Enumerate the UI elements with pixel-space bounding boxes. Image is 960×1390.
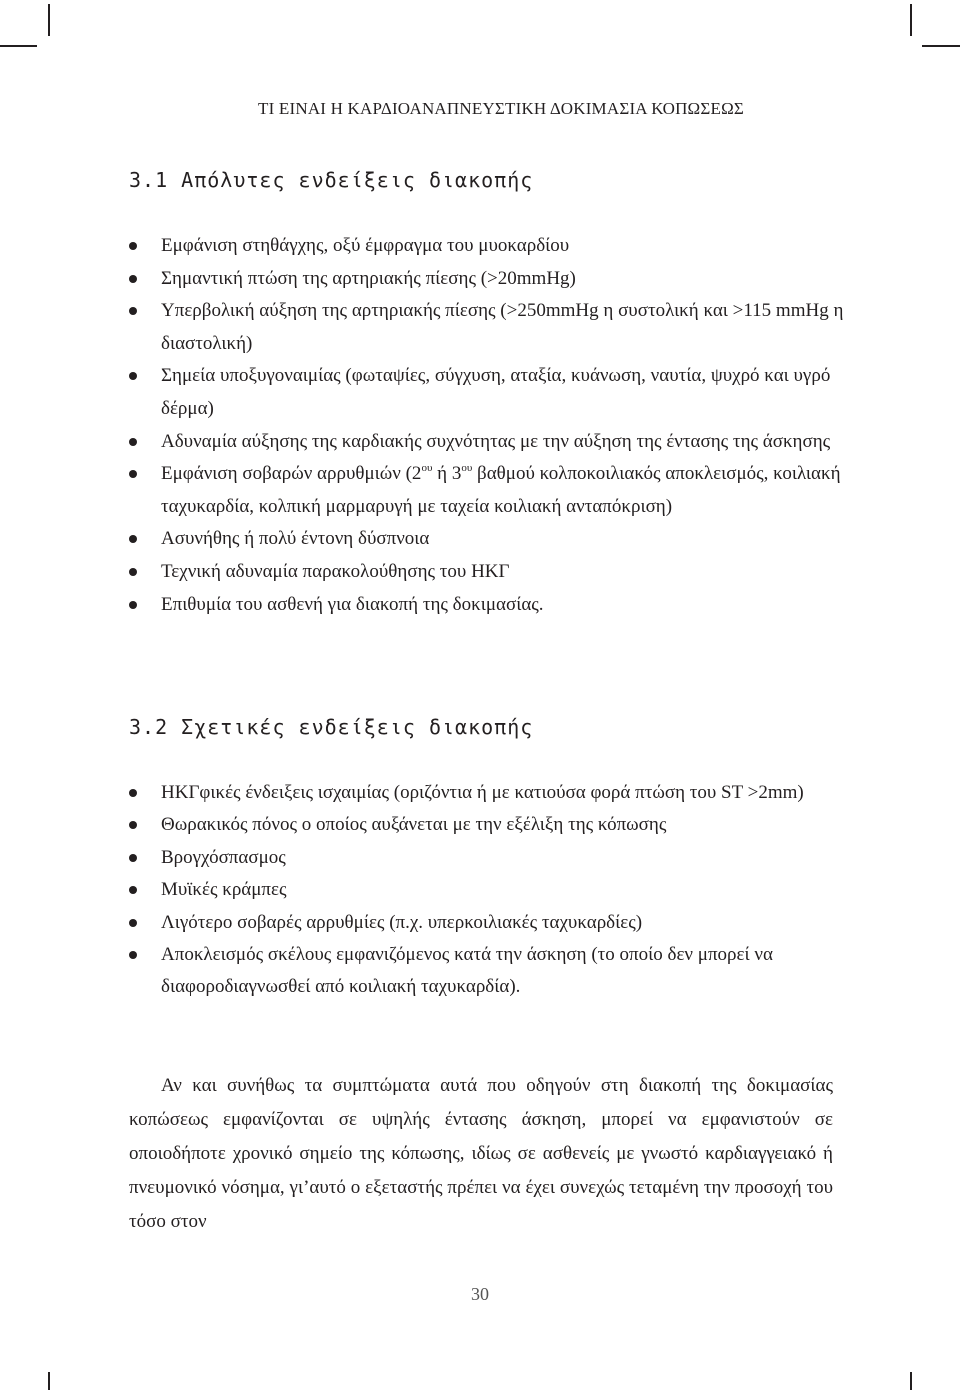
list-item (129, 458, 849, 523)
item-text: ή 3 (432, 463, 462, 485)
list-item: Λιγότερο σοβαρές αρρυθμίες (π.χ. υπερκοιλιακές ταχυκαρδίες) (129, 907, 849, 939)
list-item: Αποκλεισμός σκέλους εμφανιζόμενος κατά την άσκηση (το οποίο δεν μπορεί να διαφοροδιαγνωσθεί από κοιλιακή ταχυκαρδία). (129, 939, 849, 1004)
item-text: Εμφάνιση σοβαρών αρρυθμιών (2 (161, 463, 422, 485)
section-title-relative: 3.2 Σχετικές ενδείξεις διακοπής (129, 715, 534, 739)
ordinal-suffix: ου (421, 461, 433, 474)
list-item: Σημεία υποξυγοναιμίας (φωταψίες, σύγχυση, αταξία, κυάνωση, ναυτία, ψυχρό και υγρό δέρμα) (129, 360, 849, 425)
list-item: Θωρακικός πόνος ο οποίος αυξάνεται με την εξέλιξη της κόπωσης (129, 809, 849, 841)
list-item: Εμφάνιση στηθάγχης, οξύ έμφραγμα του μυοκαρδίου (129, 230, 849, 263)
section-title-absolute: 3.1 Απόλυτες ενδείξεις διακοπής (129, 168, 534, 192)
list-item: Μυϊκές κράμπες (129, 874, 849, 906)
ordinal-suffix: ου (461, 461, 473, 474)
crop-mark-top-left-horizontal (0, 45, 37, 47)
list-item: Βρογχόσπασμος (129, 842, 849, 874)
item-text: βαθμού κολποκοιλιακός αποκλεισμός, κοιλιακή ταχυκαρδία, κολπική μαρμαρυγή με ταχεία κοιλιακή ανταπόκριση) (161, 463, 841, 517)
crop-mark-top-right-vertical (910, 4, 912, 36)
list-item: Αδυναμία αύξησης της καρδιακής συχνότητας με την αύξηση της έντασης της άσκησης (129, 426, 849, 459)
list-item: Επιθυμία του ασθενή για διακοπή της δοκιμασίας. (129, 589, 849, 622)
crop-mark-top-right-horizontal (922, 45, 960, 47)
list-item: Υπερβολική αύξηση της αρτηριακής πίεσης (>250mmHg η συστολική και >115 mmHg η διαστολική) (129, 295, 849, 360)
crop-mark-top-left-vertical (48, 4, 50, 36)
crop-mark-bottom-left-vertical (48, 1372, 50, 1390)
running-header: ΤΙ ΕΙΝΑΙ Η ΚΑΡΔΙΟΑΝΑΠΝΕΥΣΤΙΚΗ ΔΟΚΙΜΑΣΙΑ ΚΟΠΩΣΕΩΣ (258, 99, 744, 118)
body-paragraph: Αν και συνήθως τα συμπτώματα αυτά που οδηγούν στη διακοπή της δοκιμασίας κοπώσεως εμφανίζονται σε υψηλής έντασης άσκηση, μπορεί να εμφανιστούν σε οποιοδήποτε χρονικό σημείο της κόπωσης, ιδίως σε ασθενείς με γνωστό καρδιαγγειακό ή πνευμονικό νόσημα, γι’αυτό ο εξεταστής πρέπει να έχει συνεχώς τεταμένη την προσοχή του τόσο στον (129, 1075, 833, 1232)
crop-mark-bottom-right-vertical (910, 1372, 912, 1390)
list-item: ΗΚΓφικές ένδειξεις ισχαιμίας (οριζόντια ή με κατιούσα φορά πτώση του ST >2mm) (129, 777, 849, 809)
page-number: 30 (471, 1284, 489, 1304)
absolute-indications-list (129, 230, 849, 621)
relative-indications-list (129, 777, 849, 1004)
list-item: Σημαντική πτώση της αρτηριακής πίεσης (>20mmHg) (129, 263, 849, 296)
list-item: Ασυνήθης ή πολύ έντονη δύσπνοια (129, 523, 849, 556)
list-item: Τεχνική αδυναμία παρακολούθησης του ΗΚΓ (129, 556, 849, 589)
